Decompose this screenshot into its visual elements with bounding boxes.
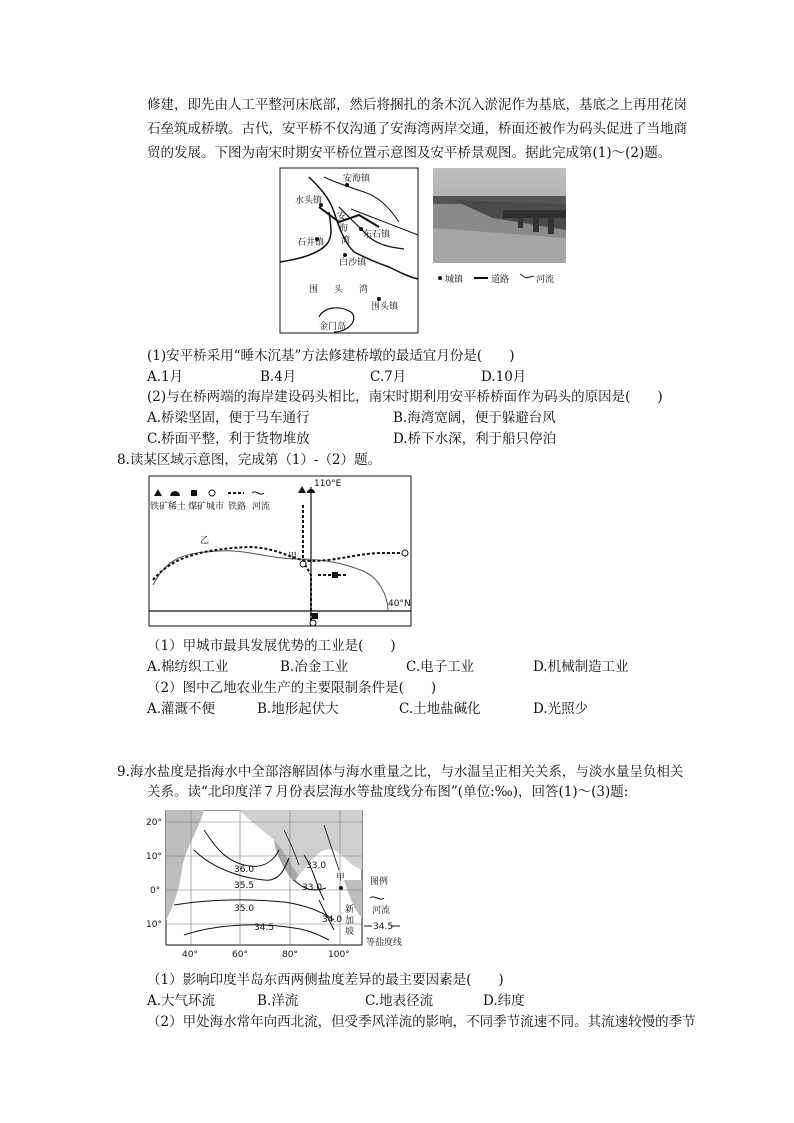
q9-1-stem: （1）影响印度半岛东西两侧盐度差异的最主要因素是( ) [147, 972, 504, 988]
q7-1-option-a: A.1月 [147, 369, 184, 385]
lon-60e: 60° [232, 950, 248, 960]
label-bay-2: 海 [339, 224, 349, 234]
q9-stem-line-1: 9.海水盐度是指海水中全部溶解固体与海水重量之比，与水温呈正相关关系，与淡水量呈负相关 [117, 764, 684, 780]
intro-line-3: 贸的发展。下图为南宋时期安平桥位置示意图及安平桥景观图。据此完成第(1)～(2)题。 [147, 145, 672, 161]
label-dongshi: 东石镇 [363, 230, 391, 240]
q8-1-option-a: A.棉纺织工业 [147, 659, 229, 675]
legend-rare-earth: 稀土 [168, 502, 187, 512]
singapore-2: 加 [345, 916, 355, 926]
q7-2-option-c: C.桥面平整，利于货物堆放 [147, 431, 310, 447]
iso-35-5: 35.5 [234, 881, 255, 891]
legend-town: 城镇 [445, 275, 464, 285]
q8-2-option-b: B.地形起伏大 [257, 701, 339, 717]
intro-line-1: 修建，即先由人工平整河床底部，然后将捆扎的条木沉入淤泥作为基底，基底之上再用花岗 [147, 97, 687, 113]
legend-title: 图例 [370, 877, 389, 887]
q7-2-option-b: B.海湾宽阔，便于躲避台风 [393, 410, 556, 426]
iso-34-0: 34.0 [322, 915, 343, 925]
lat-0: 0° [150, 886, 161, 896]
q7-1-stem: (1)安平桥采用“睡木沉基”方法修建桥墩的最适宜月份是( ) [147, 348, 515, 364]
legend-river: 河流 [252, 502, 271, 512]
q8-2-option-a: A.灌溉不便 [147, 701, 216, 717]
lon-40e: 40° [182, 950, 198, 960]
label-weitou-bay-2: 头 [334, 285, 344, 295]
river-icon [520, 274, 534, 278]
q9-stem-line-2: 关系。读“北印度洋７月份表层海水等盐度线分布图”(单位:‰)，回答(1)～(3)题: [147, 784, 629, 800]
q8-region-map [148, 475, 412, 627]
q7-1-option-b: B.4月 [260, 369, 297, 385]
anping-bridge-photo [433, 168, 566, 263]
legend-iso-value: 34.5 [373, 922, 394, 932]
iso-34-5: 34.5 [254, 923, 275, 933]
intro-line-2: 石垒筑成桥墩。古代，安平桥不仅沟通了安海湾两岸交通，桥面还被作为码头促进了当地商 [147, 121, 687, 137]
river-icon [370, 897, 384, 899]
legend-river: 河流 [372, 906, 391, 916]
lat-40n: 40°N [388, 599, 411, 609]
q8-2-option-c: C.土地盐碱化 [399, 701, 481, 717]
q9-2-stem: （2）甲处海水常年向西北流，但受季风洋流的影响，不同季节流速不同。其流速较慢的季节 [147, 1014, 696, 1030]
city-icon [209, 490, 215, 496]
legend-iron: 铁矿 [150, 502, 169, 512]
town-icon [438, 276, 442, 280]
q7-2-option-a: A.桥梁坚固，便于马车通行 [147, 410, 310, 426]
label-weitou-bay-1: 围 [309, 285, 319, 295]
label-yi: 乙 [200, 536, 210, 546]
q8-1-stem: （1）甲城市最具发展优势的工业是( ) [147, 638, 396, 654]
iso-33-0-a: 33.0 [306, 861, 327, 871]
label-bay-3: 湾 [341, 236, 351, 246]
lat-10n: 10° [146, 852, 162, 862]
legend-railway: 铁路 [228, 502, 247, 512]
legend-river: 河流 [536, 275, 555, 285]
q8-1-option-d: D.机械制造工业 [533, 659, 629, 675]
lon-100e: 100° [328, 950, 350, 960]
label-shuitou: 水头镇 [295, 196, 323, 206]
iso-36-0: 36.0 [234, 865, 255, 875]
q8-1-option-b: B.冶金工业 [280, 659, 349, 675]
label-jinmen: 金门岛 [319, 322, 347, 332]
label-jia: 甲 [336, 873, 346, 883]
label-baisha: 白沙镇 [339, 258, 367, 268]
q9-1-option-c: C.地表径流 [365, 993, 434, 1009]
lat-20n: 20° [146, 818, 162, 828]
label-anhai: 安海镇 [343, 174, 371, 184]
q9-1-option-d: D.纬度 [483, 993, 525, 1009]
q7-2-stem: (2)与在桥两端的海岸建设码头相比，南宋时期利用安平桥桥面作为码头的原因是( ) [147, 389, 663, 405]
q9-1-option-b: B.洋流 [257, 993, 299, 1009]
label-weitou-bay-3: 湾 [359, 285, 369, 295]
coal-icon [191, 490, 197, 496]
q7-2-option-d: D.桥下水深，利于船只停泊 [393, 431, 557, 447]
label-weitou-town: 围头镇 [371, 302, 399, 312]
q8-2-stem: （2）图中乙地农业生产的主要限制条件是( ) [147, 680, 437, 696]
legend-coal: 煤矿 [188, 502, 207, 512]
lon-110e: 110°E [314, 479, 342, 489]
legend-city: 城市 [206, 502, 225, 512]
legend-isoline: 等盐度线 [366, 938, 403, 948]
label-bay-1: 安 [337, 212, 347, 222]
q8-1-option-c: C.电子工业 [406, 659, 475, 675]
iso-33-0-b: 33.0 [302, 883, 323, 893]
label-jia: 甲 [288, 552, 298, 562]
singapore-3: 坡 [345, 927, 355, 937]
fig1-legend [436, 270, 566, 286]
q9-1-option-a: A.大气环流 [147, 993, 216, 1009]
singapore-1: 新 [345, 905, 355, 915]
q8-2-option-d: D.光照少 [533, 701, 589, 717]
anping-location-map [279, 167, 419, 334]
legend-road: 道路 [491, 275, 510, 285]
q7-1-option-d: D.10月 [481, 369, 527, 385]
lon-80e: 80° [282, 950, 298, 960]
q7-1-option-c: C.7月 [370, 369, 407, 385]
lat-10s: 10° [146, 920, 162, 930]
iso-35-0: 35.0 [234, 904, 255, 914]
label-shijing: 石井镇 [297, 238, 325, 248]
q9-salinity-map [144, 810, 404, 960]
q8-stem: 8.读某区域示意图，完成第（1）-（2）题。 [117, 452, 382, 468]
